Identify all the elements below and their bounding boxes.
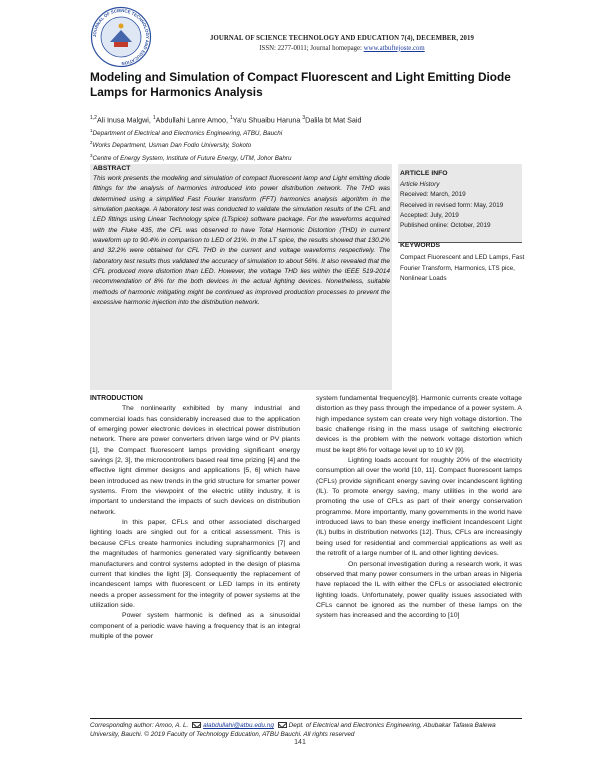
abstract-text: This work presents the modeling and simulation of compact fluorescent lamp and Light emitting diode fittings for the analysis of harmonics introduced into power distribution network. The THD was determined using a simplified Fast Fourier transform (FFT) harmonics analysis algorithm in the simulation package. A laboratory test was conducted to validate the simulation results of the CFL and LED fittings using Linear Technology spice (LTspice) software package. For the waveforms acquired with the Fluke 435, the CFL was observed to have Total Harmonic Distortion (THD) in current waveform up to 90.4% in comparison to LED of 21%. In the LT spice, the results showed that 130.2% and 32.2% were obtained for CFL THD in the current and voltage waveforms respectively. The laboratory test results thus validated the accuracy of simulation to about 56%. It also revealed that the CFL produced more distortion than LED. However, the voltage THD lies within the IEEE 519-2014 recommendation of 8% for the both devices in the actual lighting devices. Nonetheless, suitable methods of harmonic mitigating might be continued as improved production processes to prevent the excessive harmonic injection into the distribution network. (93, 175, 390, 307)
keywords-heading: KEYWORDS (400, 242, 441, 249)
author-sup: 1 (230, 115, 233, 121)
journal-title: JOURNAL OF SCIENCE TECHNOLOGY AND EDUCATION 7(4), DECEMBER, 2019 (210, 35, 474, 42)
footnote-divider (90, 718, 522, 719)
author-sup: 1 (152, 115, 156, 121)
page-number: 141 (294, 739, 306, 746)
affil-sup: 1 (90, 128, 93, 133)
paragraph: The nonlinearity exhibited by many industrial and commercial loads has considerably increased due to the application of emerging power electronic devices in electrical power distribution network. There are power converters driven large wind or PV plants [1], the Compact fluorescent lamps providing significant energy savings [2, 3], the microcontrollers based real time prizing [4] and the effective light dimmer designs and applications [5, 6] which have been introduced as new trends in the grid structure for smarter power systems. From the viewpoint of the electric utility industry, it is important to understand the impacts of such devices on distribution network. (90, 405, 300, 516)
revised-date: Received in revised form: May, 2019 (400, 201, 504, 209)
paragraph: In this paper, CFLs and other associated discharged lighting loads are singled out for a critical assessment. This is because CFLs create harmonics including supraharmonics [7] and the magnitudes of harmonics generated vary significantly between manufacturers and control systems adopted in the design of plasma current that kindles the light [3]. Consequently the replacement of incandescent lamps with fluorescent or LED lamps in its entirety needs a proper assessment for the integrity of power systems at the utilization side. (90, 519, 300, 609)
body-column-left (90, 394, 300, 642)
body-column-right (316, 394, 522, 622)
paragraph: system fundamental frequency[8]. Harmonic currents create voltage distortion as they pass through the impedance of a power system. A high impedance system can create very high voltage distortion. The basic challenge rising in the mass usage of switching electronic devices is the problem with the network voltage distortion which must be kept 8% for voltage level up to 10 kV [9]. (316, 395, 522, 454)
corresponding-author-note (90, 721, 522, 739)
journal-homepage-link[interactable]: www.atbuftejoste.com (363, 44, 425, 52)
author-name: Ali Inusa Malgwi, (96, 115, 153, 125)
email-icon (192, 722, 201, 728)
author-email-link[interactable]: alabdullahi@atbu.edu.ng (203, 722, 274, 729)
accepted-date: Accepted: July, 2019 (400, 211, 459, 219)
article-info-heading: ARTICLE INFO (400, 170, 448, 177)
affil-text: Department of Electrical and Electronics Engineering, ATBU, Bauchi (92, 130, 283, 138)
mail-icon (278, 722, 287, 728)
journal-logo (90, 6, 152, 68)
affil-sup: 3 (90, 152, 93, 158)
journal-issn: ISSN: 2277-0011; Journal homepage: www.atbuftejoste.com (259, 44, 425, 52)
author-name: Ya'u Shuaibu Haruna (232, 115, 303, 125)
history-label: Article History (400, 181, 440, 188)
published-date: Published online: October, 2019 (400, 222, 491, 230)
affiliations (90, 126, 520, 163)
affil-text: Works Department, Usman Dan Fodio University, Sokoto (92, 142, 252, 150)
author-sup: 3 (302, 115, 306, 121)
affiliation (90, 151, 520, 163)
paper-title: Modeling and Simulation of Compact Fluorescent and Light Emitting Diode Lamps for Harmonics Analysis (90, 70, 511, 99)
corresponding-author: Corresponding author: Amoo, A. L. (90, 722, 189, 729)
affil-sup: 2 (90, 140, 93, 146)
paragraph: Lighting loads account for roughly 20% of the electricity consumption all over the world [10, 11]. Compact fluorescent lamps (CFLs) provide significant energy saving over incandescent lighting (IL). To promote energy saving, many utilities in the world are promoting the use of CFLs as part of their energy conservation programme. More importantly, many governments in the world have introduced laws to ban these energy inefficient Incandescent Light (IL) bulbs in distribution networks [12]. Thus, CFLs are increasingly being used for residential and commercial applications as well as the retrofit of a large number of IL and other lighting devices. (316, 457, 522, 558)
affiliation (90, 138, 520, 150)
introduction-heading: INTRODUCTION (90, 395, 143, 402)
abstract-heading: ABSTRACT (93, 165, 131, 172)
paragraph: Power system harmonic is defined as a sinusoidal component of a periodic wave having a frequency that is an integral multiple of the power (90, 612, 300, 640)
author-affiliation: Dept. of Electrical and Electronics Engineering, Abubakar Tafawa Balewa University, Bauchi. © 2019 Faculty of Technology Education, ATBU Bauchi. All rights reserved (90, 722, 496, 739)
author-name: Dalila bt Mat Said (305, 115, 362, 125)
logo-ring-text: JOURNAL OF SCIENCE TECHNOLOGY AND EDUCATION (91, 7, 151, 67)
author-list (90, 113, 520, 125)
keywords-text: Compact Fluorescent and LED Lamps, Fast Fourier Transform, Harmonics, LTS pice, Nonlinear Loads (400, 254, 525, 283)
author-sup: 1,2 (90, 115, 97, 121)
affil-text: Centre of Energy System, Institute of Future Energy, UTM, Johor Bahru (92, 154, 292, 162)
article-history (400, 180, 548, 231)
affiliation (90, 126, 520, 138)
journal-header (172, 34, 512, 53)
received-date: Received: March, 2019 (400, 191, 466, 199)
paragraph: On personal investigation during a research work, it was observed that many power consumers in the urban areas in Nigeria have replaced the IL with either the CFLs or associated electronic lighting loads. Unfortunately, power quality issues associated with CFLs cannot be ignored as the number of these lamps on the system has increased and the according to [10] (316, 560, 522, 620)
author-name: Abdullahi Lanre Amoo, (155, 115, 230, 125)
